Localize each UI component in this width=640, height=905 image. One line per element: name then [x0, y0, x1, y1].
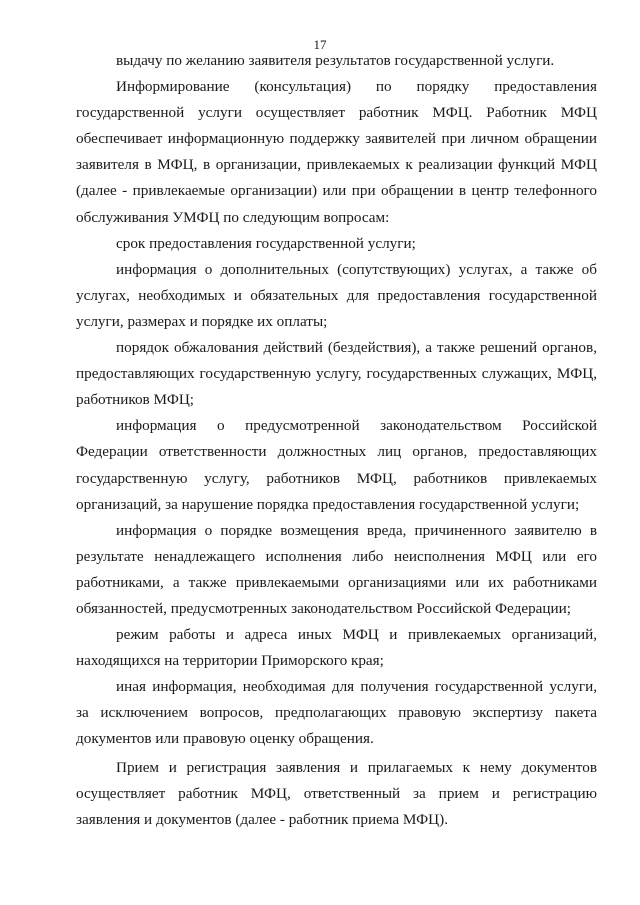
document-body	[76, 48, 597, 833]
list-item-liability: информация о предусмотренной законодательством Российской Федерации ответственности должностных лиц органов, предоставляющих государственную услугу, работников МФЦ, работников привлекаемых организаций, за нарушение порядка предоставления государственной услуги;	[76, 417, 597, 513]
page-number: 17	[313, 37, 327, 52]
list-item-working-hours: режим работы и адреса иных МФЦ и привлекаемых организаций, находящихся на территории Приморского края;	[76, 626, 597, 670]
list-item-other-information: иная информация, необходимая для получения государственной услуги, за исключением вопросов, предполагающих правовую экспертизу пакета документов или правовую оценку обращения.	[76, 678, 597, 748]
paragraph-informing: Информирование (консультация) по порядку предоставления государственной услуги осуществляет работник МФЦ. Работник МФЦ обеспечивает информационную поддержку заявителей при личном обращении заявителя в МФЦ, в организации, привлекаемых к реализации функций МФЦ (далее - привлекаемые организации) или при обращении в центр телефонного обслуживания УМФЦ по следующим вопросам:	[76, 78, 597, 226]
list-item-damage-compensation: информация о порядке возмещения вреда, причиненного заявителю в результате ненадлежащего исполнения либо неисполнения МФЦ или его работниками, а также привлекаемыми организациями или их работниками обязанностей, предусмотренных законодательством Российской Федерации;	[76, 521, 597, 617]
list-item-service-term: срок предоставления государственной услуги;	[116, 234, 416, 252]
list-item-additional-services: информация о дополнительных (сопутствующих) услугах, а также об услугах, необходимых и обязательных для предоставления государственной услуги, размерах и порядке их оплаты;	[76, 260, 597, 330]
paragraph-continuation: выдачу по желанию заявителя результатов государственной услуги.	[116, 52, 555, 69]
list-item-appeal-procedure: порядок обжалования действий (бездействия), а также решений органов, предоставляющих государственную услугу, государственных служащих, МФЦ, работников МФЦ;	[76, 339, 597, 409]
paragraph-reception: Прием и регистрация заявления и прилагаемых к нему документов осуществляет работник МФЦ, ответственный за прием и регистрацию заявления и документов (далее - работник приема МФЦ).	[76, 758, 597, 828]
